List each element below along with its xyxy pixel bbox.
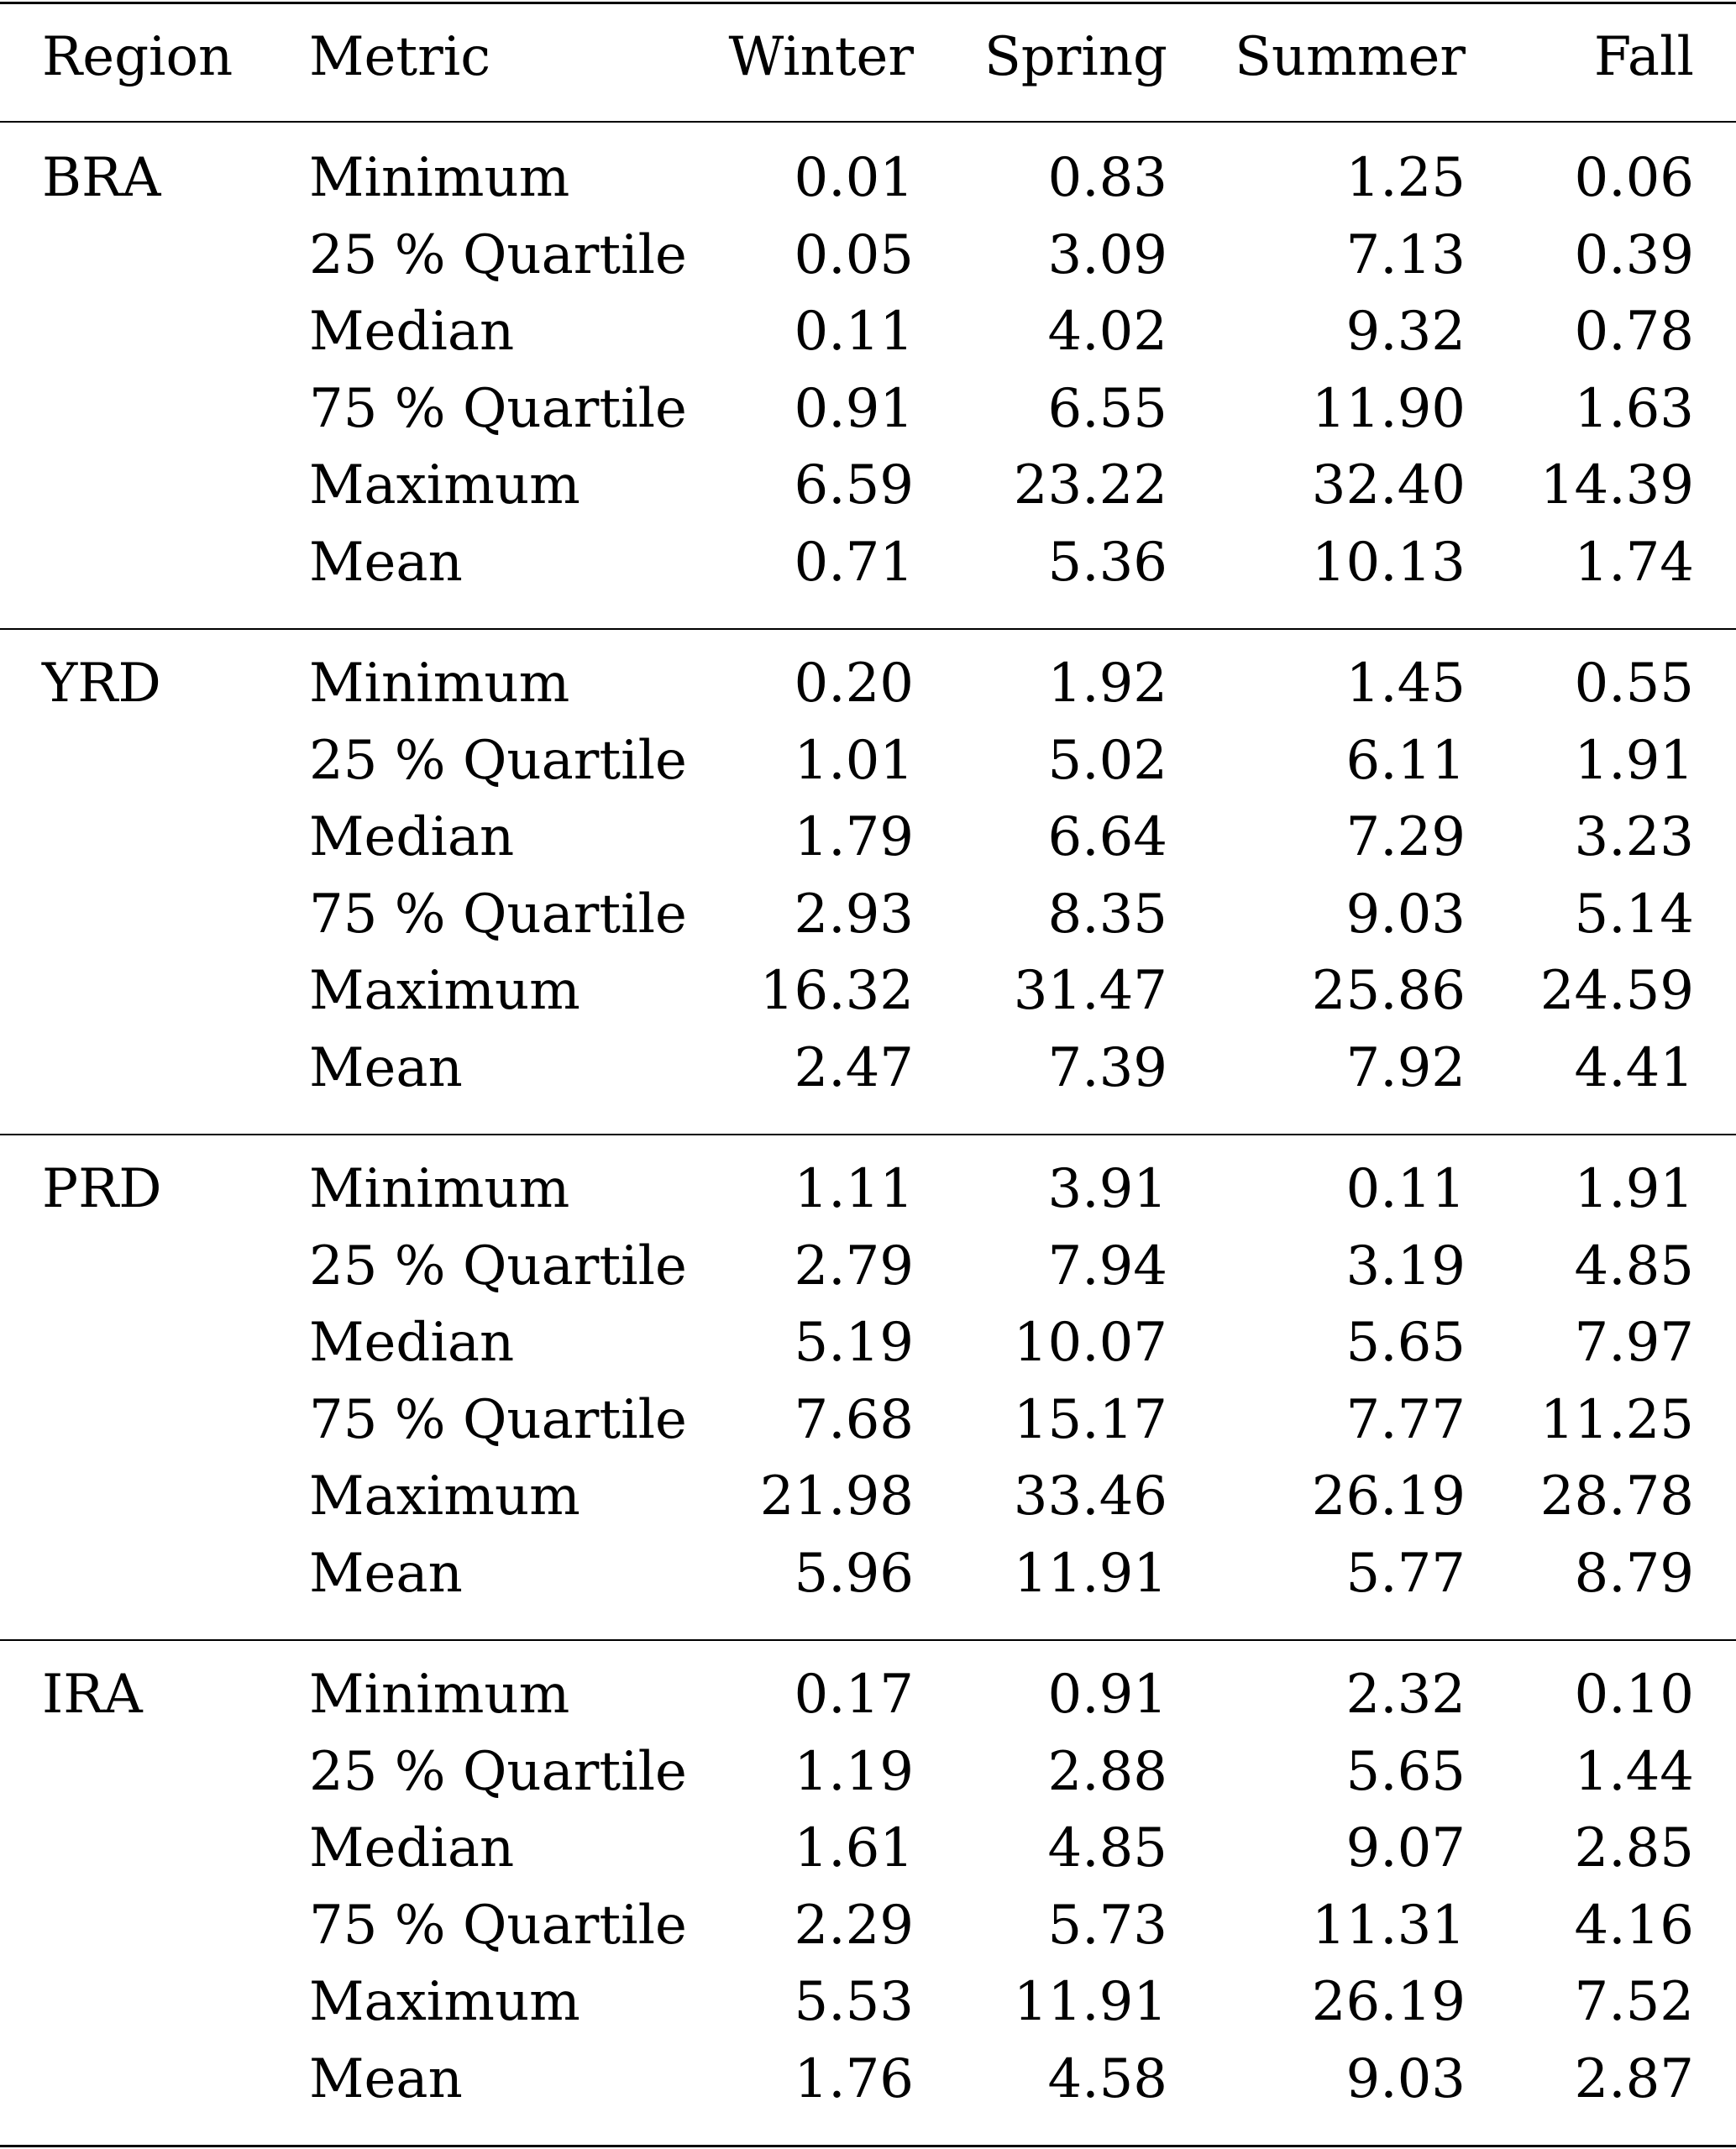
winter-value: 0.05 xyxy=(794,223,914,286)
header-spring: Spring xyxy=(983,26,1167,88)
winter-value: 16.32 xyxy=(759,960,914,1022)
metric-label: 25 % Quartile xyxy=(309,729,687,792)
fall-value: 0.10 xyxy=(1574,1664,1694,1726)
header-winter: Winter xyxy=(728,26,914,88)
table-row xyxy=(0,1810,1736,1887)
table-row xyxy=(0,139,1736,217)
fall-value: 0.06 xyxy=(1574,147,1694,209)
table-row xyxy=(0,217,1736,294)
summer-value: 25.86 xyxy=(1311,960,1466,1022)
metric-label: 25 % Quartile xyxy=(309,1234,687,1297)
spring-value: 33.46 xyxy=(1013,1465,1167,1528)
metric-label: Minimum xyxy=(309,147,570,209)
table-row xyxy=(0,1228,1736,1305)
winter-value: 1.61 xyxy=(794,1817,914,1879)
table-row xyxy=(0,1963,1736,2041)
group-divider xyxy=(0,628,1736,630)
spring-value: 5.36 xyxy=(1047,531,1167,594)
summer-value: 5.65 xyxy=(1345,1740,1466,1803)
summer-value: 7.92 xyxy=(1345,1036,1466,1099)
table-row xyxy=(0,1656,1736,1733)
metric-label: 75 % Quartile xyxy=(309,883,687,946)
metric-label: Median xyxy=(309,1817,515,1879)
table-row xyxy=(0,952,1736,1030)
spring-value: 5.73 xyxy=(1047,1894,1167,1957)
fall-value: 14.39 xyxy=(1539,454,1694,516)
region-label: YRD xyxy=(42,653,161,715)
table-row xyxy=(0,1304,1736,1381)
summer-value: 9.03 xyxy=(1345,2047,1466,2110)
summer-value: 3.19 xyxy=(1345,1234,1466,1297)
summer-value: 7.13 xyxy=(1345,223,1466,286)
winter-value: 2.29 xyxy=(794,1894,914,1957)
table-row xyxy=(0,799,1736,876)
summer-value: 11.31 xyxy=(1311,1894,1466,1957)
summer-value: 1.45 xyxy=(1345,653,1466,715)
header-row xyxy=(0,18,1736,96)
spring-value: 7.94 xyxy=(1047,1234,1167,1297)
fall-value: 2.85 xyxy=(1574,1817,1694,1879)
metric-label: 75 % Quartile xyxy=(309,1388,687,1451)
summer-value: 9.32 xyxy=(1345,301,1466,363)
fall-value: 8.79 xyxy=(1574,1542,1694,1605)
summer-value: 11.90 xyxy=(1311,377,1466,440)
spring-value: 11.91 xyxy=(1013,1542,1167,1605)
spring-value: 10.07 xyxy=(1013,1312,1167,1374)
fall-value: 2.87 xyxy=(1574,2047,1694,2110)
table-row xyxy=(0,1535,1736,1612)
summer-value: 7.77 xyxy=(1345,1388,1466,1451)
metric-label: Mean xyxy=(309,1036,463,1099)
metric-label: Mean xyxy=(309,2047,463,2110)
spring-value: 23.22 xyxy=(1013,454,1167,516)
spring-value: 3.91 xyxy=(1047,1158,1167,1220)
fall-value: 1.63 xyxy=(1574,377,1694,440)
metric-label: Maximum xyxy=(309,1465,580,1528)
metric-label: 25 % Quartile xyxy=(309,1740,687,1803)
region-label: BRA xyxy=(42,147,161,209)
spring-value: 4.02 xyxy=(1047,301,1167,363)
spring-value: 6.55 xyxy=(1047,377,1167,440)
header-summer: Summer xyxy=(1235,26,1466,88)
summer-value: 1.25 xyxy=(1345,147,1466,209)
fall-value: 28.78 xyxy=(1539,1465,1694,1528)
summer-value: 9.03 xyxy=(1345,883,1466,946)
spring-value: 4.58 xyxy=(1047,2047,1167,2110)
table-row xyxy=(0,645,1736,722)
metric-label: Median xyxy=(309,806,515,868)
table-row xyxy=(0,1887,1736,1964)
table-row xyxy=(0,1733,1736,1811)
metric-label: Minimum xyxy=(309,1158,570,1220)
fall-value: 1.91 xyxy=(1574,1158,1694,1220)
metric-label: Maximum xyxy=(309,960,580,1022)
fall-value: 4.41 xyxy=(1574,1036,1694,1099)
fall-value: 24.59 xyxy=(1539,960,1694,1022)
table-row xyxy=(0,370,1736,448)
spring-value: 6.64 xyxy=(1047,806,1167,868)
winter-value: 1.01 xyxy=(794,729,914,792)
spring-value: 0.83 xyxy=(1047,147,1167,209)
fall-value: 4.85 xyxy=(1574,1234,1694,1297)
fall-value: 5.14 xyxy=(1574,883,1694,946)
winter-value: 5.19 xyxy=(794,1312,914,1374)
table-row xyxy=(0,1458,1736,1535)
table-row xyxy=(0,2041,1736,2118)
spring-value: 0.91 xyxy=(1047,1664,1167,1726)
summer-value: 0.11 xyxy=(1345,1158,1466,1220)
winter-value: 0.91 xyxy=(794,377,914,440)
table-row xyxy=(0,1381,1736,1459)
spring-value: 7.39 xyxy=(1047,1036,1167,1099)
region-label: PRD xyxy=(42,1158,162,1220)
winter-value: 1.76 xyxy=(794,2047,914,2110)
summer-value: 6.11 xyxy=(1345,729,1466,792)
fall-value: 11.25 xyxy=(1539,1388,1694,1451)
winter-value: 1.19 xyxy=(794,1740,914,1803)
spring-value: 4.85 xyxy=(1047,1817,1167,1879)
metric-label: 75 % Quartile xyxy=(309,1894,687,1957)
spring-value: 5.02 xyxy=(1047,729,1167,792)
spring-value: 1.92 xyxy=(1047,653,1167,715)
bottom-rule xyxy=(0,2145,1736,2147)
header-fall: Fall xyxy=(1593,26,1694,88)
table-row xyxy=(0,524,1736,601)
fall-value: 3.23 xyxy=(1574,806,1694,868)
winter-value: 0.17 xyxy=(794,1664,914,1726)
winter-value: 0.71 xyxy=(794,531,914,594)
fall-value: 0.39 xyxy=(1574,223,1694,286)
fall-value: 1.74 xyxy=(1574,531,1694,594)
fall-value: 0.78 xyxy=(1574,301,1694,363)
summer-value: 32.40 xyxy=(1311,454,1466,516)
summer-value: 7.29 xyxy=(1345,806,1466,868)
winter-value: 5.96 xyxy=(794,1542,914,1605)
fall-value: 4.16 xyxy=(1574,1894,1694,1957)
header-rule xyxy=(0,121,1736,123)
top-rule xyxy=(0,2,1736,4)
metric-label: 75 % Quartile xyxy=(309,377,687,440)
table-row xyxy=(0,293,1736,370)
summer-value: 5.77 xyxy=(1345,1542,1466,1605)
metric-label: Maximum xyxy=(309,454,580,516)
winter-value: 2.47 xyxy=(794,1036,914,1099)
header-region: Region xyxy=(42,26,233,88)
table-row xyxy=(0,1151,1736,1228)
spring-value: 3.09 xyxy=(1047,223,1167,286)
winter-value: 0.20 xyxy=(794,653,914,715)
spring-value: 8.35 xyxy=(1047,883,1167,946)
spring-value: 31.47 xyxy=(1013,960,1167,1022)
summer-value: 26.19 xyxy=(1311,1971,1466,2033)
summer-value: 5.65 xyxy=(1345,1312,1466,1374)
winter-value: 6.59 xyxy=(794,454,914,516)
summer-value: 10.13 xyxy=(1311,531,1466,594)
metric-label: Mean xyxy=(309,1542,463,1605)
winter-value: 0.01 xyxy=(794,147,914,209)
winter-value: 2.79 xyxy=(794,1234,914,1297)
winter-value: 7.68 xyxy=(794,1388,914,1451)
winter-value: 1.79 xyxy=(794,806,914,868)
header-metric: Metric xyxy=(309,26,491,88)
winter-value: 5.53 xyxy=(794,1971,914,2033)
winter-value: 0.11 xyxy=(794,301,914,363)
metric-label: Minimum xyxy=(309,653,570,715)
summer-value: 9.07 xyxy=(1345,1817,1466,1879)
table-row xyxy=(0,1030,1736,1107)
table-row xyxy=(0,447,1736,524)
fall-value: 1.91 xyxy=(1574,729,1694,792)
spring-value: 2.88 xyxy=(1047,1740,1167,1803)
table-row xyxy=(0,876,1736,953)
winter-value: 1.11 xyxy=(794,1158,914,1220)
spring-value: 15.17 xyxy=(1013,1388,1167,1451)
group-divider xyxy=(0,1639,1736,1641)
metric-label: 25 % Quartile xyxy=(309,223,687,286)
winter-value: 2.93 xyxy=(794,883,914,946)
spring-value: 11.91 xyxy=(1013,1971,1167,2033)
winter-value: 21.98 xyxy=(759,1465,914,1528)
summer-value: 2.32 xyxy=(1345,1664,1466,1726)
fall-value: 7.52 xyxy=(1574,1971,1694,2033)
metric-label: Median xyxy=(309,1312,515,1374)
metric-label: Mean xyxy=(309,531,463,594)
metric-label: Median xyxy=(309,301,515,363)
metric-label: Minimum xyxy=(309,1664,570,1726)
metric-label: Maximum xyxy=(309,1971,580,2033)
summer-value: 26.19 xyxy=(1311,1465,1466,1528)
group-divider xyxy=(0,1134,1736,1135)
fall-value: 0.55 xyxy=(1574,653,1694,715)
region-label: IRA xyxy=(42,1664,143,1726)
table-row xyxy=(0,722,1736,799)
fall-value: 7.97 xyxy=(1574,1312,1694,1374)
fall-value: 1.44 xyxy=(1574,1740,1694,1803)
